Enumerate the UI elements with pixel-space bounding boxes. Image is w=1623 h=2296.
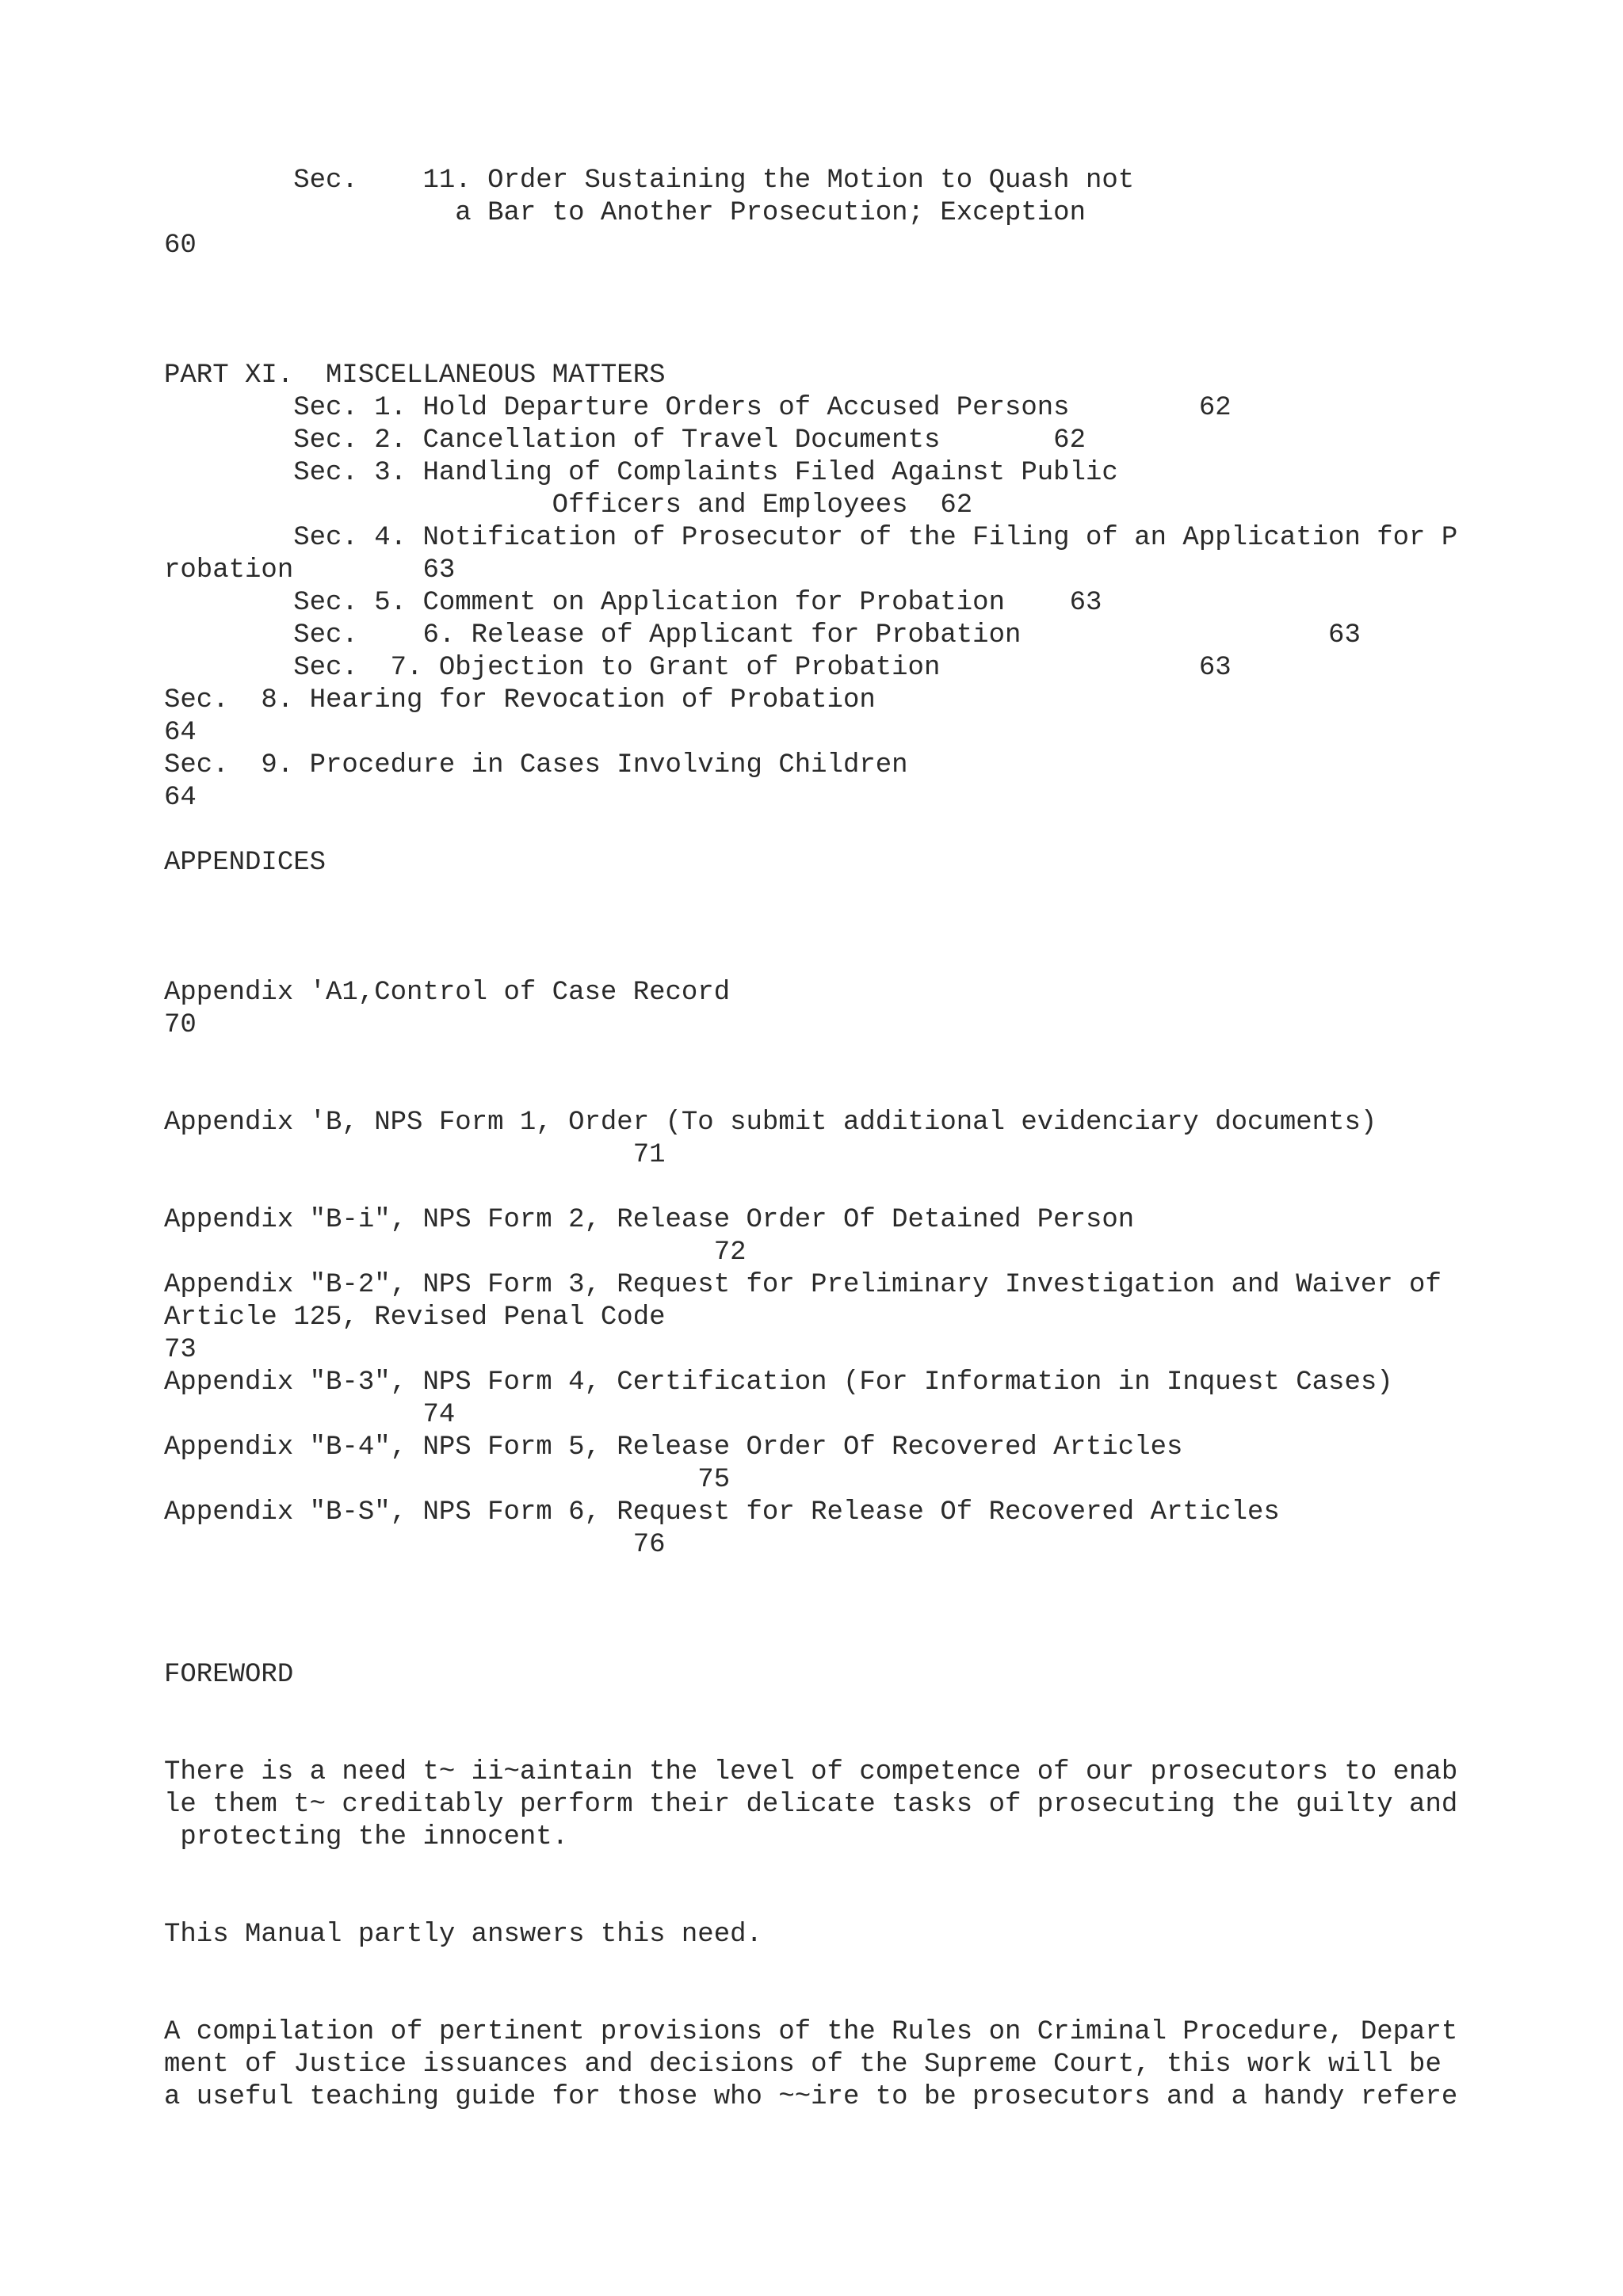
text-line: Appendix "B-i", NPS Form 2, Release Order Of Detained Person	[164, 1205, 1135, 1235]
text-line: 75	[164, 1465, 731, 1495]
text-line: FOREWORD	[164, 1660, 294, 1690]
text-line	[164, 1594, 1457, 1627]
text-line: Sec. 2. Cancellation of Travel Documents 62	[164, 425, 1086, 456]
text-line: Appendix 'A1,Control of Case Record	[164, 978, 731, 1008]
text-line	[164, 1854, 1457, 1886]
text-line: protecting the innocent.	[164, 1822, 569, 1852]
text-line: 71	[164, 1140, 666, 1170]
text-line: PART XI. MISCELLANEOUS MATTERS	[164, 360, 666, 391]
text-line	[164, 1691, 1457, 1724]
text-line: robation 63	[164, 555, 456, 585]
text-line: le them t~ creditably perform their delicate tasks of prosecuting the guilty and	[164, 1790, 1458, 1820]
text-line	[164, 1951, 1457, 1984]
text-line: 60	[164, 231, 197, 261]
text-line: Sec. 3. Handling of Complaints Filed Against Public	[164, 458, 1118, 488]
text-line: a Bar to Another Prosecution; Exception	[164, 198, 1086, 228]
text-line: Appendix "B-2", NPS Form 3, Request for Preliminary Investigation and Waiver of	[164, 1270, 1442, 1300]
text-line	[164, 1984, 1457, 2016]
text-line: Appendix "B-4", NPS Form 5, Release Order Of Recovered Articles	[164, 1432, 1183, 1463]
text-line: This Manual partly answers this need.	[164, 1920, 762, 1950]
text-line: 64	[164, 718, 197, 748]
text-line	[164, 1042, 1457, 1074]
text-line: 74	[164, 1400, 456, 1430]
text-line: ment of Justice issuances and decisions of the Supreme Court, this work will be	[164, 2050, 1442, 2080]
text-line	[164, 262, 1457, 295]
text-line	[164, 879, 1457, 912]
text-line: Sec. 1. Hold Departure Orders of Accused Persons 62	[164, 393, 1232, 423]
text-line: Sec. 5. Comment on Application for Probation 63	[164, 588, 1102, 618]
text-line: 64	[164, 783, 197, 813]
document-text	[164, 165, 1457, 2114]
text-line	[164, 944, 1457, 977]
text-line: 70	[164, 1010, 197, 1040]
text-line: 72	[164, 1238, 747, 1268]
text-line: There is a need t~ ii~aintain the level of competence of our prosecutors to enab	[164, 1757, 1458, 1787]
text-line: Sec. 11. Order Sustaining the Motion to Quash not	[164, 166, 1135, 196]
text-line: APPENDICES	[164, 848, 327, 878]
text-line: a useful teaching guide for those who ~~ire to be prosecutors and a handy refere	[164, 2082, 1458, 2112]
text-line	[164, 1562, 1457, 1594]
text-line: A compilation of pertinent provisions of the Rules on Criminal Procedure, Depart	[164, 2017, 1458, 2047]
text-line: Sec. 7. Objection to Grant of Probation 63	[164, 653, 1232, 683]
text-line: 76	[164, 1530, 666, 1560]
text-line: Appendix "B-3", NPS Form 4, Certification (For Information in Inquest Cases)	[164, 1367, 1393, 1398]
text-line	[164, 1172, 1457, 1204]
text-line: Officers and Employees 62	[164, 490, 973, 521]
text-line	[164, 295, 1457, 327]
text-line	[164, 327, 1457, 360]
text-line: 73	[164, 1335, 197, 1365]
text-line	[164, 814, 1457, 847]
text-line	[164, 1724, 1457, 1756]
text-line: Sec. 9. Procedure in Cases Involving Children	[164, 750, 908, 780]
text-line: Sec. 4. Notification of Prosecutor of the Filing of an Application for P	[164, 523, 1458, 553]
text-line	[164, 1074, 1457, 1107]
text-line: Sec. 6. Release of Applicant for Probation 63	[164, 620, 1361, 650]
text-line: Sec. 8. Hearing for Revocation of Probation	[164, 685, 876, 715]
text-line: Appendix 'B, NPS Form 1, Order (To submit additional evidenciary documents)	[164, 1108, 1377, 1138]
text-line	[164, 1627, 1457, 1659]
text-line	[164, 1886, 1457, 1919]
text-line: Article 125, Revised Penal Code	[164, 1302, 666, 1333]
text-line	[164, 912, 1457, 944]
text-line: Appendix "B-S", NPS Form 6, Request for Release Of Recovered Articles	[164, 1497, 1280, 1527]
